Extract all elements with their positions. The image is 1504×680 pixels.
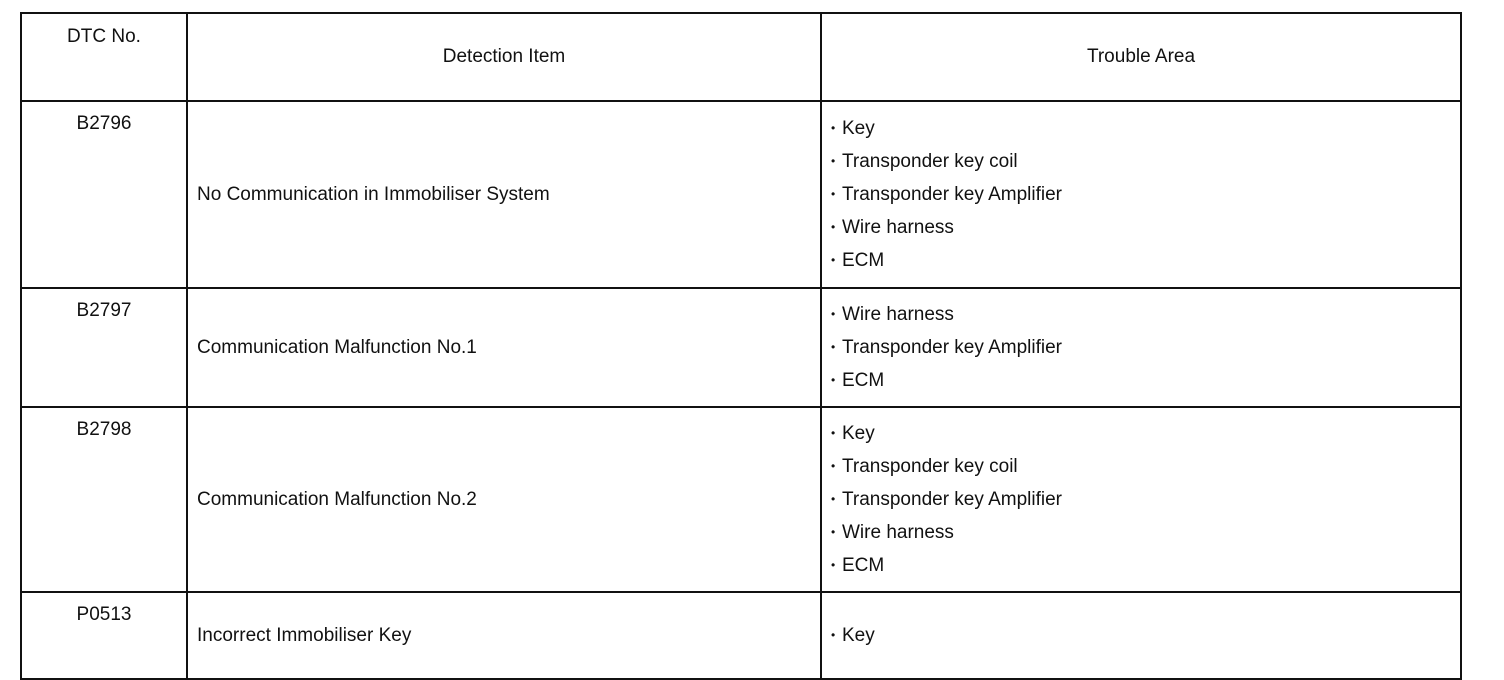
- list-item: [831, 112, 1460, 145]
- trouble-area-text: Transponder key Amplifier: [842, 337, 1063, 358]
- trouble-area-list: [831, 619, 1460, 652]
- trouble-area-text: Key: [842, 423, 875, 444]
- bullet-icon: •: [831, 492, 836, 506]
- dtc-code: P0513: [21, 592, 187, 679]
- list-item: [831, 619, 1460, 652]
- table-row: [21, 288, 1461, 407]
- list-item: [831, 549, 1460, 582]
- bullet-icon: •: [831, 121, 836, 135]
- trouble-area-list: [831, 298, 1460, 397]
- trouble-area-text: Wire harness: [842, 304, 954, 325]
- bullet-icon: •: [831, 340, 836, 354]
- trouble-area: [821, 407, 1461, 592]
- list-item: [831, 483, 1460, 516]
- trouble-area-text: Transponder key Amplifier: [842, 489, 1063, 510]
- trouble-area-list: [831, 417, 1460, 582]
- trouble-area: [821, 592, 1461, 679]
- table-row: [21, 592, 1461, 679]
- trouble-area-text: Transponder key coil: [842, 151, 1018, 172]
- list-item: [831, 298, 1460, 331]
- bullet-icon: •: [831, 253, 836, 267]
- trouble-area-text: Key: [842, 625, 875, 646]
- table-row: [21, 101, 1461, 288]
- bullet-icon: •: [831, 220, 836, 234]
- dtc-code: B2798: [21, 407, 187, 592]
- trouble-area-text: Wire harness: [842, 217, 954, 238]
- bullet-icon: •: [831, 307, 836, 321]
- trouble-area-list: [831, 112, 1460, 277]
- detection-item: Communication Malfunction No.2: [187, 407, 821, 592]
- list-item: [831, 364, 1460, 397]
- header-trouble-area: Trouble Area: [821, 13, 1461, 101]
- bullet-icon: •: [831, 187, 836, 201]
- trouble-area-text: Key: [842, 118, 875, 139]
- list-item: [831, 211, 1460, 244]
- trouble-area: [821, 101, 1461, 288]
- detection-item: Communication Malfunction No.1: [187, 288, 821, 407]
- trouble-area-text: Transponder key coil: [842, 456, 1018, 477]
- list-item: [831, 516, 1460, 549]
- trouble-area-text: ECM: [842, 555, 885, 576]
- detection-item: No Communication in Immobiliser System: [187, 101, 821, 288]
- trouble-area-text: ECM: [842, 370, 885, 391]
- trouble-area-text: ECM: [842, 250, 885, 271]
- list-item: [831, 145, 1460, 178]
- list-item: [831, 244, 1460, 277]
- detection-item: Incorrect Immobiliser Key: [187, 592, 821, 679]
- bullet-icon: •: [831, 459, 836, 473]
- trouble-area-text: Wire harness: [842, 522, 954, 543]
- trouble-area: [821, 288, 1461, 407]
- list-item: [831, 331, 1460, 364]
- bullet-icon: •: [831, 558, 836, 572]
- dtc-table: [20, 12, 1462, 680]
- table-row: [21, 407, 1461, 592]
- list-item: [831, 450, 1460, 483]
- header-dtc-no: DTC No.: [21, 13, 187, 101]
- dtc-code: B2796: [21, 101, 187, 288]
- header-detection-item: Detection Item: [187, 13, 821, 101]
- bullet-icon: •: [831, 154, 836, 168]
- list-item: [831, 417, 1460, 450]
- bullet-icon: •: [831, 525, 836, 539]
- dtc-code: B2797: [21, 288, 187, 407]
- bullet-icon: •: [831, 373, 836, 387]
- list-item: [831, 178, 1460, 211]
- trouble-area-text: Transponder key Amplifier: [842, 184, 1063, 205]
- bullet-icon: •: [831, 426, 836, 440]
- header-row: [21, 13, 1461, 101]
- bullet-icon: •: [831, 628, 836, 642]
